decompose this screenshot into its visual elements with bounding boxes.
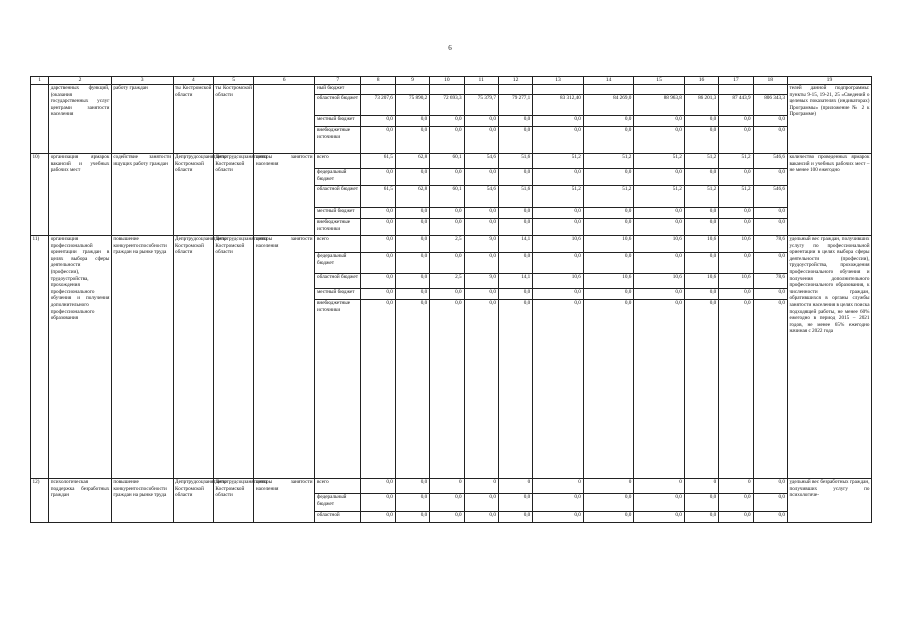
co-executor-cell: ты Костромской области bbox=[213, 85, 253, 154]
indicator-cell: удельный вес безработных граждан, получивших услугу по психологиче- bbox=[787, 479, 871, 523]
value-cell: 0,0 bbox=[684, 219, 718, 236]
value-cell: 0,0 bbox=[753, 512, 787, 523]
budget-source-cell: областной bbox=[314, 512, 360, 523]
value-cell: 0,0 bbox=[395, 208, 429, 219]
value-cell: 54,6 bbox=[464, 186, 498, 208]
value-cell: 10,6 bbox=[583, 274, 634, 289]
value-cell: 0,0 bbox=[684, 169, 718, 186]
value-cell: 51,6 bbox=[498, 186, 532, 208]
value-cell: 0,0 bbox=[430, 208, 464, 219]
value-cell: 0 bbox=[634, 479, 685, 494]
table-row bbox=[31, 154, 872, 169]
value-cell: 0,0 bbox=[430, 219, 464, 236]
value-cell: 0,0 bbox=[583, 289, 634, 300]
value-cell: 60,1 bbox=[430, 154, 464, 169]
value-cell: 78,6 bbox=[753, 274, 787, 289]
indicator-cell: телей данной подпрограммы: пункты 9-15, 19-21, 25 «Сведений о целевых показателях (индикаторах) Программы» (приложение № 2 к Программе) bbox=[787, 85, 871, 154]
value-cell: 0,0 bbox=[395, 494, 429, 512]
goal-cell: работу граждан bbox=[111, 85, 173, 154]
value-cell: 546,6 bbox=[753, 154, 787, 169]
budget-source-cell: местный бюджет bbox=[314, 208, 360, 219]
header-cell-3: 3 bbox=[111, 77, 173, 85]
value-cell: 0,0 bbox=[533, 300, 584, 479]
value-cell: 0,0 bbox=[634, 512, 685, 523]
value-cell: 0,0 bbox=[464, 127, 498, 154]
value-cell: 0,0 bbox=[719, 289, 753, 300]
goal-cell: повышение конкурентоспособности граждан на рынке труда bbox=[111, 236, 173, 479]
value-cell bbox=[753, 85, 787, 95]
value-cell: 0,0 bbox=[361, 274, 395, 289]
participant-cell: центры занятости населения bbox=[254, 236, 315, 479]
value-cell: 0 bbox=[533, 479, 584, 494]
value-cell: 0,0 bbox=[395, 289, 429, 300]
value-cell bbox=[430, 85, 464, 95]
value-cell: 0,0 bbox=[753, 208, 787, 219]
executor-cell: Депртрудсоцзанятлиты Костромской области bbox=[173, 154, 213, 236]
header-cell-19: 19 bbox=[787, 77, 871, 85]
value-cell: 61,5 bbox=[361, 186, 395, 208]
value-cell: 0,0 bbox=[634, 208, 685, 219]
value-cell: 88 963,8 bbox=[634, 95, 685, 116]
value-cell: 10,6 bbox=[533, 274, 584, 289]
value-cell: 51,2 bbox=[533, 154, 584, 169]
value-cell: 0,0 bbox=[533, 494, 584, 512]
header-cell-8: 8 bbox=[361, 77, 395, 85]
event-name-cell: психологическая поддержка безработных граждан bbox=[49, 479, 112, 523]
value-cell: 73 207,6 bbox=[361, 95, 395, 116]
value-cell: 10,6 bbox=[719, 236, 753, 253]
participant-cell bbox=[254, 85, 315, 154]
value-cell: 0,0 bbox=[395, 169, 429, 186]
value-cell: 60,1 bbox=[430, 186, 464, 208]
value-cell: 0,0 bbox=[753, 219, 787, 236]
value-cell: 62,8 bbox=[395, 186, 429, 208]
header-cell-11: 11 bbox=[464, 77, 498, 85]
header-cell-10: 10 bbox=[430, 77, 464, 85]
row-number-cell bbox=[31, 85, 49, 154]
value-cell: 0,0 bbox=[498, 127, 532, 154]
value-cell: 0,0 bbox=[533, 116, 584, 127]
value-cell: 10,6 bbox=[684, 236, 718, 253]
value-cell: 10,6 bbox=[719, 274, 753, 289]
budget-source-cell: всего bbox=[314, 236, 360, 253]
value-cell: 75 890,2 bbox=[395, 95, 429, 116]
value-cell: 0,0 bbox=[719, 219, 753, 236]
header-cell-4: 4 bbox=[173, 77, 213, 85]
value-cell: 546,6 bbox=[753, 186, 787, 208]
value-cell: 51,2 bbox=[719, 186, 753, 208]
value-cell bbox=[498, 85, 532, 95]
value-cell: 0,0 bbox=[684, 512, 718, 523]
value-cell: 10,6 bbox=[583, 236, 634, 253]
value-cell: 0,0 bbox=[361, 127, 395, 154]
value-cell: 0,0 bbox=[464, 300, 498, 479]
value-cell: 0,0 bbox=[583, 116, 634, 127]
value-cell bbox=[395, 85, 429, 95]
value-cell: 0,0 bbox=[361, 236, 395, 253]
value-cell: 0,0 bbox=[719, 494, 753, 512]
value-cell: 10,6 bbox=[634, 274, 685, 289]
executor-cell: Депртрудсоцзанятлиты Костромской области bbox=[173, 479, 213, 523]
value-cell bbox=[361, 85, 395, 95]
header-cell-17: 17 bbox=[719, 77, 753, 85]
value-cell: 0,0 bbox=[361, 289, 395, 300]
value-cell: 0,0 bbox=[634, 169, 685, 186]
value-cell bbox=[464, 85, 498, 95]
value-cell: 0,0 bbox=[719, 116, 753, 127]
value-cell: 0,0 bbox=[395, 512, 429, 523]
header-cell-16: 16 bbox=[684, 77, 718, 85]
budget-source-cell: ный бюджет bbox=[314, 85, 360, 95]
value-cell: 0,0 bbox=[464, 169, 498, 186]
value-cell: 0,0 bbox=[583, 169, 634, 186]
value-cell: 0 bbox=[464, 479, 498, 494]
value-cell: 0,0 bbox=[430, 127, 464, 154]
value-cell: 0 bbox=[583, 479, 634, 494]
value-cell: 0,0 bbox=[430, 494, 464, 512]
event-name-cell: дарственных функций, (оказания государственных услуг центрами занятости населения bbox=[49, 85, 112, 154]
value-cell: 0,0 bbox=[395, 253, 429, 274]
budget-source-cell: всего bbox=[314, 479, 360, 494]
value-cell: 10,6 bbox=[634, 236, 685, 253]
value-cell: 0,0 bbox=[498, 219, 532, 236]
value-cell: 0,0 bbox=[430, 300, 464, 479]
value-cell: 0,0 bbox=[533, 253, 584, 274]
header-cell-1: 1 bbox=[31, 77, 49, 85]
value-cell: 0,0 bbox=[498, 116, 532, 127]
budget-source-cell: федеральный бюджет bbox=[314, 253, 360, 274]
value-cell: 0,0 bbox=[583, 253, 634, 274]
program-table bbox=[30, 76, 872, 523]
value-cell: 806 343,3 bbox=[753, 95, 787, 116]
value-cell: 0,0 bbox=[395, 300, 429, 479]
value-cell: 0,0 bbox=[753, 127, 787, 154]
value-cell: 0,0 bbox=[753, 300, 787, 479]
budget-source-cell: местный бюджет bbox=[314, 289, 360, 300]
header-cell-7: 7 bbox=[314, 77, 360, 85]
value-cell: 0,0 bbox=[430, 289, 464, 300]
header-cell-5: 5 bbox=[213, 77, 253, 85]
table-row bbox=[31, 479, 872, 494]
value-cell: 0 bbox=[498, 479, 532, 494]
value-cell: 0,0 bbox=[361, 208, 395, 219]
value-cell: 0,0 bbox=[684, 116, 718, 127]
event-name-cell: организация ярмарок вакансий и учебных рабочих мест bbox=[49, 154, 112, 236]
header-row bbox=[31, 77, 872, 85]
value-cell: 0,0 bbox=[583, 512, 634, 523]
value-cell: 0,0 bbox=[430, 512, 464, 523]
value-cell: 0,0 bbox=[395, 219, 429, 236]
value-cell: 72 693,3 bbox=[430, 95, 464, 116]
value-cell bbox=[533, 85, 584, 95]
value-cell: 0,0 bbox=[583, 494, 634, 512]
value-cell bbox=[634, 85, 685, 95]
indicator-cell: удельный вес граждан, получивших услугу по профессиональной ориентации в целях выбора сферы деятельности (профессии), трудоустройства, прохождения профессионального обучения и получения дополнительного профессионального образования, к численности граждан, обратившихся в органы службы занятости населения в целях поиска подходящей работы, не менее 60% ежегодно в период 2015 – 2021 годов, не менее 65% ежегодно начиная с 2022 года bbox=[787, 236, 871, 479]
participant-cell: центры занятости населения bbox=[254, 479, 315, 523]
value-cell: 0,0 bbox=[719, 300, 753, 479]
value-cell: 0 bbox=[684, 479, 718, 494]
value-cell: 78,6 bbox=[753, 236, 787, 253]
goal-cell: содействие занятости ищущих работу граждан bbox=[111, 154, 173, 236]
value-cell: 14,1 bbox=[498, 236, 532, 253]
value-cell: 2,5 bbox=[430, 274, 464, 289]
value-cell: 0,0 bbox=[753, 169, 787, 186]
value-cell: 0,0 bbox=[464, 253, 498, 274]
value-cell: 0,0 bbox=[498, 512, 532, 523]
value-cell bbox=[684, 85, 718, 95]
value-cell: 51,2 bbox=[533, 186, 584, 208]
value-cell: 0,0 bbox=[430, 253, 464, 274]
budget-source-cell: местный бюджет bbox=[314, 116, 360, 127]
value-cell: 0,0 bbox=[583, 219, 634, 236]
value-cell: 0,0 bbox=[430, 116, 464, 127]
value-cell: 0,0 bbox=[361, 253, 395, 274]
value-cell: 0,0 bbox=[533, 289, 584, 300]
budget-source-cell: областной бюджет bbox=[314, 186, 360, 208]
value-cell: 83 312,40 bbox=[533, 95, 584, 116]
budget-source-cell: внебюджетные источники bbox=[314, 300, 360, 479]
value-cell: 9,0 bbox=[464, 274, 498, 289]
value-cell: 86 201,3 bbox=[684, 95, 718, 116]
value-cell: 0,0 bbox=[753, 289, 787, 300]
value-cell: 0,0 bbox=[719, 512, 753, 523]
value-cell: 0,0 bbox=[498, 253, 532, 274]
value-cell: 75 379,7 bbox=[464, 95, 498, 116]
value-cell: 0,0 bbox=[634, 253, 685, 274]
value-cell: 0,0 bbox=[395, 116, 429, 127]
value-cell: 0,0 bbox=[498, 169, 532, 186]
value-cell: 0,0 bbox=[533, 219, 584, 236]
value-cell: 0,0 bbox=[498, 208, 532, 219]
value-cell: 0,0 bbox=[395, 479, 429, 494]
value-cell: 0,0 bbox=[719, 253, 753, 274]
co-executor-cell: Депртрудсоцзанятлиты Костромской области bbox=[213, 236, 253, 479]
budget-source-cell: федеральный бюджет bbox=[314, 169, 360, 186]
value-cell: 0,0 bbox=[498, 289, 532, 300]
value-cell: 0,0 bbox=[533, 127, 584, 154]
value-cell: 54,6 bbox=[464, 154, 498, 169]
value-cell: 0,0 bbox=[361, 219, 395, 236]
value-cell: 0,0 bbox=[684, 300, 718, 479]
value-cell: 51,2 bbox=[684, 186, 718, 208]
value-cell: 0,0 bbox=[464, 512, 498, 523]
value-cell: 0,0 bbox=[361, 494, 395, 512]
participant-cell: центры занятости населения bbox=[254, 154, 315, 236]
value-cell: 0,0 bbox=[395, 127, 429, 154]
header-cell-2: 2 bbox=[49, 77, 112, 85]
budget-source-cell: федеральный бюджет bbox=[314, 494, 360, 512]
value-cell: 0,0 bbox=[719, 169, 753, 186]
value-cell: 0,0 bbox=[634, 300, 685, 479]
value-cell: 87 443,9 bbox=[719, 95, 753, 116]
value-cell: 0,0 bbox=[498, 494, 532, 512]
value-cell: 0,0 bbox=[395, 274, 429, 289]
page-number: 6 bbox=[448, 44, 452, 52]
value-cell: 0,0 bbox=[533, 169, 584, 186]
value-cell: 0,0 bbox=[464, 116, 498, 127]
value-cell: 0,0 bbox=[719, 208, 753, 219]
value-cell: 0 bbox=[430, 479, 464, 494]
co-executor-cell: Депртрудсоцзанятлиты Костромской области bbox=[213, 479, 253, 523]
value-cell: 51,2 bbox=[719, 154, 753, 169]
header-cell-6: 6 bbox=[254, 77, 315, 85]
co-executor-cell: Депртрудсоцзанятлиты Костромской области bbox=[213, 154, 253, 236]
value-cell: 0,0 bbox=[583, 127, 634, 154]
value-cell: 9,0 bbox=[464, 236, 498, 253]
table-row bbox=[31, 236, 872, 253]
value-cell: 0,0 bbox=[753, 253, 787, 274]
value-cell: 0,0 bbox=[684, 494, 718, 512]
value-cell: 0,0 bbox=[498, 300, 532, 479]
value-cell: 0,0 bbox=[395, 236, 429, 253]
value-cell: 0,0 bbox=[583, 300, 634, 479]
value-cell: 0,0 bbox=[684, 127, 718, 154]
value-cell: 14,1 bbox=[498, 274, 532, 289]
table-row bbox=[31, 85, 872, 95]
value-cell: 51,2 bbox=[583, 154, 634, 169]
value-cell: 0,0 bbox=[634, 219, 685, 236]
value-cell: 0,0 bbox=[583, 208, 634, 219]
value-cell: 0,0 bbox=[719, 127, 753, 154]
value-cell: 51,2 bbox=[634, 186, 685, 208]
value-cell: 0,0 bbox=[533, 208, 584, 219]
header-cell-18: 18 bbox=[753, 77, 787, 85]
value-cell: 51,2 bbox=[684, 154, 718, 169]
value-cell: 0,0 bbox=[361, 512, 395, 523]
value-cell: 10,6 bbox=[684, 274, 718, 289]
budget-source-cell: областной бюджет bbox=[314, 274, 360, 289]
value-cell: 51,6 bbox=[498, 154, 532, 169]
value-cell: 84 269,0 bbox=[583, 95, 634, 116]
value-cell: 0,0 bbox=[361, 300, 395, 479]
value-cell: 0 bbox=[719, 479, 753, 494]
value-cell: 0,0 bbox=[430, 169, 464, 186]
value-cell: 0,0 bbox=[464, 494, 498, 512]
row-number-cell: 11) bbox=[31, 236, 49, 479]
executor-cell: ты Костромской области bbox=[173, 85, 213, 154]
value-cell: 61,5 bbox=[361, 154, 395, 169]
budget-source-cell: всего bbox=[314, 154, 360, 169]
value-cell bbox=[583, 85, 634, 95]
value-cell: 0,0 bbox=[634, 494, 685, 512]
value-cell: 0,0 bbox=[464, 208, 498, 219]
budget-source-cell: внебюджетные источники bbox=[314, 219, 360, 236]
value-cell: 79 277,1 bbox=[498, 95, 532, 116]
value-cell: 0,0 bbox=[684, 208, 718, 219]
value-cell: 0,0 bbox=[533, 512, 584, 523]
value-cell: 0,0 bbox=[753, 479, 787, 494]
value-cell: 51,2 bbox=[583, 186, 634, 208]
value-cell: 0,0 bbox=[753, 494, 787, 512]
value-cell: 10,6 bbox=[533, 236, 584, 253]
value-cell: 0,0 bbox=[634, 116, 685, 127]
value-cell: 62,8 bbox=[395, 154, 429, 169]
budget-source-cell: внебюджетные источники bbox=[314, 127, 360, 154]
executor-cell: Депртрудсоцзанятлиты Костромской области bbox=[173, 236, 213, 479]
header-cell-14: 14 bbox=[583, 77, 634, 85]
value-cell: 0,0 bbox=[464, 289, 498, 300]
value-cell bbox=[719, 85, 753, 95]
row-number-cell: 12) bbox=[31, 479, 49, 523]
value-cell: 0,0 bbox=[464, 219, 498, 236]
header-cell-12: 12 bbox=[498, 77, 532, 85]
value-cell: 0,0 bbox=[684, 289, 718, 300]
value-cell: 0,0 bbox=[684, 253, 718, 274]
value-cell: 51,2 bbox=[634, 154, 685, 169]
value-cell: 0,0 bbox=[634, 127, 685, 154]
header-cell-13: 13 bbox=[533, 77, 584, 85]
value-cell: 2,5 bbox=[430, 236, 464, 253]
value-cell: 0,0 bbox=[753, 116, 787, 127]
goal-cell: повышение конкурентоспособности граждан на рынке труда bbox=[111, 479, 173, 523]
value-cell: 0,0 bbox=[361, 116, 395, 127]
header-cell-9: 9 bbox=[395, 77, 429, 85]
value-cell: 0,0 bbox=[361, 479, 395, 494]
event-name-cell: организация профессиональной ориентации граждан в целях выбора сферы деятельности (профессии), трудоустройства, прохождения профессионального обучения и получения дополнительного профессионального образования bbox=[49, 236, 112, 479]
header-cell-15: 15 bbox=[634, 77, 685, 85]
row-number-cell: 10) bbox=[31, 154, 49, 236]
value-cell: 0,0 bbox=[361, 169, 395, 186]
value-cell: 0,0 bbox=[634, 289, 685, 300]
budget-source-cell: областной бюджет bbox=[314, 95, 360, 116]
indicator-cell: количество проведенных ярмарок вакансий и учебных рабочих мест – не менее 100 ежегодно bbox=[787, 154, 871, 236]
